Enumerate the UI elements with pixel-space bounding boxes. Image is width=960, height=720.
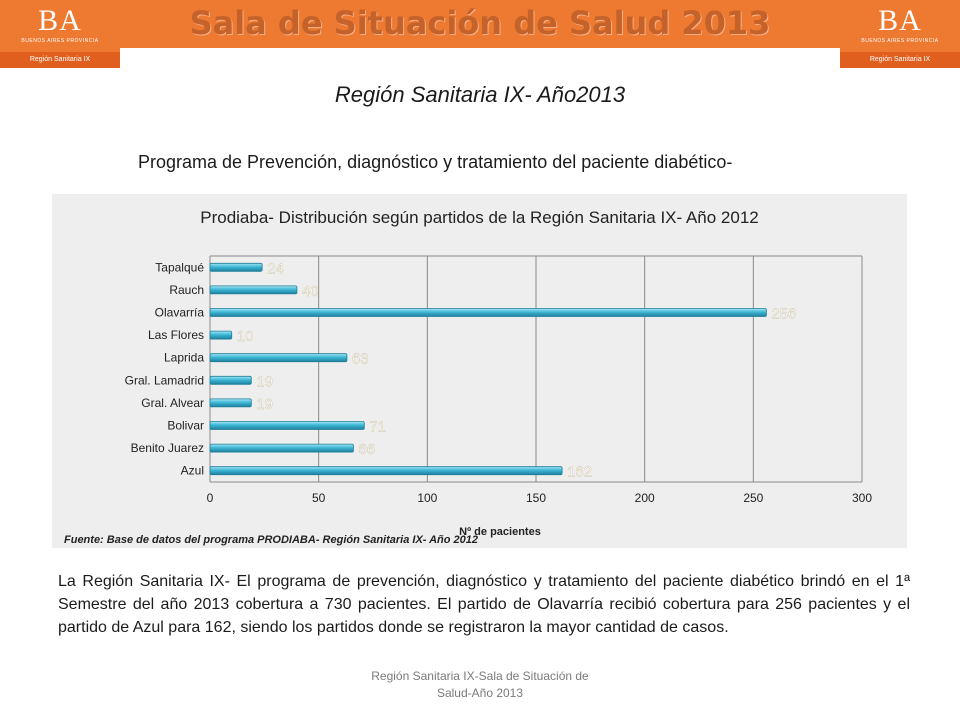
bar (210, 376, 251, 384)
logo-text: BA (878, 4, 922, 37)
footer (330, 668, 630, 702)
logo-province: BUENOS AIRES PROVINCIA (21, 38, 99, 44)
x-tick-label: 300 (851, 491, 873, 505)
category-label: Olavarría (154, 305, 204, 320)
category-label: Tapalqué (155, 260, 204, 275)
data-label: 10 (236, 328, 254, 346)
data-label: 24 (267, 260, 284, 278)
bar (210, 444, 353, 452)
program-heading: Programa de Prevención, diagnóstico y tratamiento del paciente diabético- (138, 152, 733, 172)
ba-logo-right (840, 0, 960, 68)
summary-paragraph: La Región Sanitaria IX- El programa de prevención, diagnóstico y tratamiento del paciente diabético brindó en el 1ª Semestre del año 2013 cobertura a 730 pacientes. El partido de Olavarría recibió cobertura para 256 pacientes y el partido de Azul para 162, siendo los partidos donde se registraron la mayor cantidad de casos. (58, 573, 910, 636)
bar (210, 354, 347, 362)
category-label: Laprida (163, 350, 204, 365)
logo-province: BUENOS AIRES PROVINCIA (861, 38, 939, 44)
data-label: 66 (358, 441, 376, 459)
bar (210, 399, 251, 407)
x-tick-label: 200 (634, 491, 655, 505)
chart-title: Prodiaba- Distribución según partidos de la Región Sanitaria IX- Año 2012 (200, 208, 759, 227)
category-label: Benito Juarez (130, 441, 204, 456)
bar (210, 286, 297, 294)
bar (210, 467, 562, 475)
x-tick-label: 0 (206, 491, 214, 505)
x-tick-label: 250 (743, 491, 764, 505)
logo-text: BA (38, 4, 82, 37)
data-label: 162 (567, 463, 593, 481)
header (0, 0, 960, 68)
page-subtitle: Región Sanitaria IX- Año2013 (334, 82, 626, 107)
logo-region: Región Sanitaria IX (840, 52, 960, 68)
header-banner (120, 0, 840, 48)
x-tick-label: 150 (525, 491, 547, 505)
data-label: 71 (369, 418, 386, 436)
x-tick-label: 50 (311, 491, 326, 505)
category-label: Bolivar (167, 418, 204, 433)
bar-chart (52, 194, 907, 548)
category-label: Rauch (169, 282, 204, 297)
category-label: Gral. Alvear (141, 395, 204, 410)
category-label: Gral. Lamadrid (124, 373, 204, 388)
data-label: 19 (256, 395, 273, 413)
bar (210, 331, 232, 339)
category-label: Las Flores (147, 328, 204, 343)
logo-region: Región Sanitaria IX (0, 52, 120, 68)
footer-line-1: Región Sanitaria IX-Sala de Situación de (371, 669, 589, 683)
x-axis-title: Nº de pacientes (459, 526, 541, 538)
footer-line-2: Salud-Año 2013 (436, 686, 524, 700)
category-label: Azul (180, 463, 204, 478)
data-label: 63 (351, 350, 369, 368)
source-note: Fuente: Base de datos del programa PRODIABA- Región Sanitaria IX- Año 2012 (64, 534, 479, 546)
data-label: 19 (256, 373, 273, 391)
header-title: Sala de Situación de Salud 2013 (189, 4, 771, 42)
data-label: 40 (301, 282, 319, 300)
data-label: 256 (771, 305, 797, 323)
chart-panel (52, 194, 907, 548)
bar (210, 309, 766, 317)
bar (210, 422, 364, 430)
x-tick-label: 100 (417, 491, 438, 505)
ba-logo-left (0, 0, 120, 68)
bar (210, 263, 262, 271)
